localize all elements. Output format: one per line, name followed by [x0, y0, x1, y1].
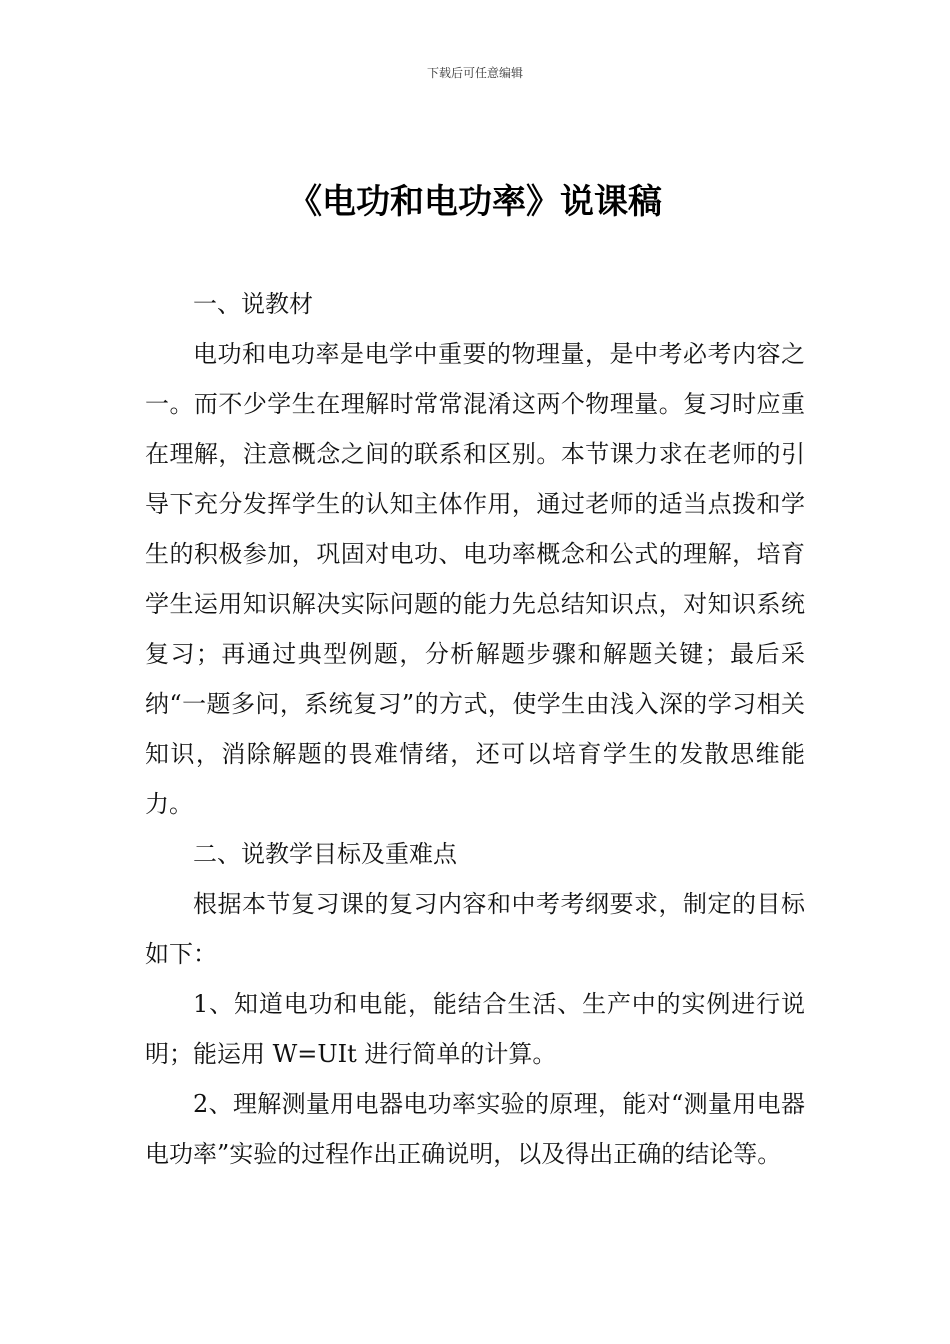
list-item-objective-1: 1、知道电功和电能，能结合生活、生产中的实例进行说明；能运用 W=UIt 进行简单的计算。 — [145, 990, 805, 1068]
page-title: 《电功和电功率》说课稿 — [288, 182, 662, 222]
list-item-objective-2: 2、理解测量用电器电功率实验的原理，能对“测量用电器电功率”实验的过程作出正确说明，以及得出正确的结论等。 — [145, 1090, 805, 1168]
header-note: 下载后可任意编辑 — [426, 66, 523, 80]
section-heading-textbook: 一、说教材 — [193, 290, 313, 318]
section-heading-objectives: 二、说教学目标及重难点 — [193, 840, 457, 868]
paragraph-textbook-analysis: 电功和电功率是电学中重要的物理量，是中考必考内容之一。而不少学生在理解时常常混淆这两个物理量。复习时应重在理解，注意概念之间的联系和区别。本节课力求在老师的引导下充分发挥学生的认知主体作用，通过老师的适当点拨和学生的积极参加，巩固对电功、电功率概念和公式的理解，培育学生运用知识解决实际问题的能力先总结知识点，对知识系统复习；再通过典型例题，分析解题步骤和解题关键；最后采纳“一题多问，系统复习”的方式，使学生由浅入深的学习相关知识，消除解题的畏难情绪，还可以培育学生的发散思维能力。 — [145, 340, 805, 818]
paragraph-objectives-intro: 根据本节复习课的复习内容和中考考纲要求，制定的目标如下： — [145, 890, 805, 968]
document-body — [145, 279, 805, 1179]
